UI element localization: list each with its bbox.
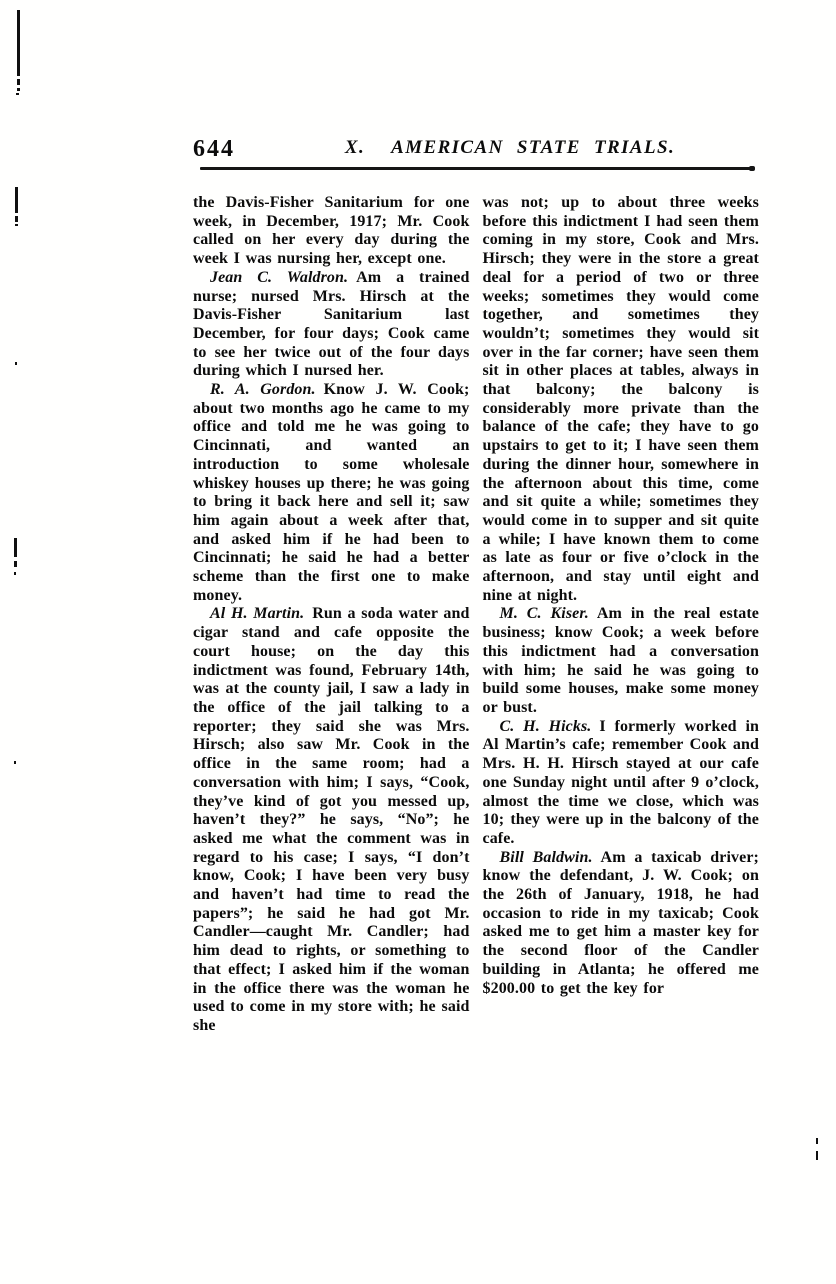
witness-name: M. C. Kiser.: [499, 605, 589, 623]
scan-artifact: [14, 761, 16, 764]
scan-artifact: [816, 1138, 818, 1144]
paragraph-continuation: [193, 194, 470, 269]
testimony-paragraph: [193, 605, 470, 1035]
scan-artifact: [14, 572, 16, 575]
paragraph-text: Run a soda water and cigar stand and cafe opposite the court house; on the day this indictment was found, February 14th, was at the county jail, I saw a lady in the office of the jail talking to a reporter; they said she was Mrs. Hirsch; also saw Mr. Cook in the office in the same room; had a conversation with him; I says, “Cook, they’ve kind of got you messed up, haven’t they?” he says, “No”; he asked me what the comment was in regard to his case; I says, “I don’t know, Cook; I have been very busy and haven’t had time to read the papers”; he said he had got Mr. Candler—caught Mr. Candler; had him dead to rights, or something to that effect; I asked him if the woman in the office there was the woman he used to come in my store with; he said she: [193, 605, 470, 1034]
testimony-paragraph: [193, 381, 470, 605]
paragraph-text: the Davis-Fisher Sanitarium for one week, in December, 1917; Mr. Cook called on her every day during the week I was nursing her, except one.: [193, 194, 470, 268]
scan-artifact: [816, 1151, 818, 1160]
left-column: [193, 194, 470, 1036]
testimony-paragraph: [483, 718, 760, 849]
scan-artifact: [15, 362, 17, 365]
scan-artifact: [16, 93, 19, 95]
paragraph-text: Know J. W. Cook; about two months ago he came to my office and told me he was going to Cincinnati, and wanted an introduction to some wholesale whiskey houses up there; he was going to bring it back here and sell it; saw him again about a week after that, and asked him if he had been to Cincinnati; he said he had a better scheme than the first one to make money.: [193, 381, 470, 604]
paragraph-text: Am a trained nurse; nursed Mrs. Hirsch at the Davis-Fisher Sanitarium last December, for four days; Cook came to see her twice out of the four days during which I nursed her.: [193, 268, 470, 380]
witness-name: Al H. Martin.: [210, 605, 305, 623]
two-column-text: [193, 194, 759, 1036]
scan-artifact: [15, 224, 18, 226]
paragraph-text: I formerly worked in Al Martin’s cafe; remember Cook and Mrs. H. H. Hirsch stayed at our cafe one Sunday night until after 9 o’clock, almost the time we close, which was 10; they were up in the balcony of the cafe.: [482, 717, 759, 847]
witness-name: R. A. Gordon.: [210, 381, 316, 399]
page-number: 644: [193, 136, 235, 162]
testimony-paragraph: [193, 269, 470, 381]
paragraph-text: Am in the real estate business; know Cook; a week before this indictment had a conversation with him; he said he was going to build some houses, make some money or bust.: [482, 605, 759, 716]
scan-artifact: [15, 187, 18, 213]
right-column: [483, 194, 760, 1036]
page-header: [193, 134, 757, 164]
testimony-paragraph: [483, 605, 760, 717]
section-number: X.: [344, 137, 366, 158]
header-rule: [200, 167, 753, 170]
scan-artifact: [15, 216, 18, 222]
paragraph-continuation: [483, 194, 760, 605]
running-title: [263, 137, 757, 159]
scan-artifact: [17, 79, 20, 85]
scan-artifact: [17, 10, 20, 76]
testimony-paragraph: [483, 849, 760, 999]
witness-name: Bill Baldwin.: [499, 848, 593, 866]
witness-name: Jean C. Waldron.: [210, 268, 349, 286]
paragraph-text: Am a taxicab driver; know the defendant, J. W. Cook; on the 26th of January, 1918, he had occasion to ride in my taxicab; Cook asked me to get him a master key for the second floor of the Candler building in Atlanta; he offered me $200.00 to get the key for: [482, 848, 759, 997]
scan-artifact: [14, 561, 17, 567]
witness-name: C. H. Hicks.: [499, 717, 592, 735]
paragraph-text: was not; up to about three weeks before this indictment I had seen them coming in my store, Cook and Mrs. Hirsch; they were in the store a great deal for a period of two or three weeks; sometimes they would come together, and sometimes they wouldn’t; sometimes they would sit over in the far corner; have seen them sit in other places at tables, always in that balcony; the balcony is considerably more private than the balance of the cafe; they have to go upstairs to get to it; I have seen them during the dinner hour, somewhere in the afternoon about this time, come and sit quite a while; sometimes they would come in to supper and sit quite a while; I have known them to come as late as four or five o’clock in the afternoon, and stay until eight and nine at night.: [482, 194, 759, 604]
scan-artifact: [14, 538, 17, 557]
running-title-text: AMERICAN STATE TRIALS.: [391, 137, 676, 158]
scan-artifact: [17, 88, 20, 91]
